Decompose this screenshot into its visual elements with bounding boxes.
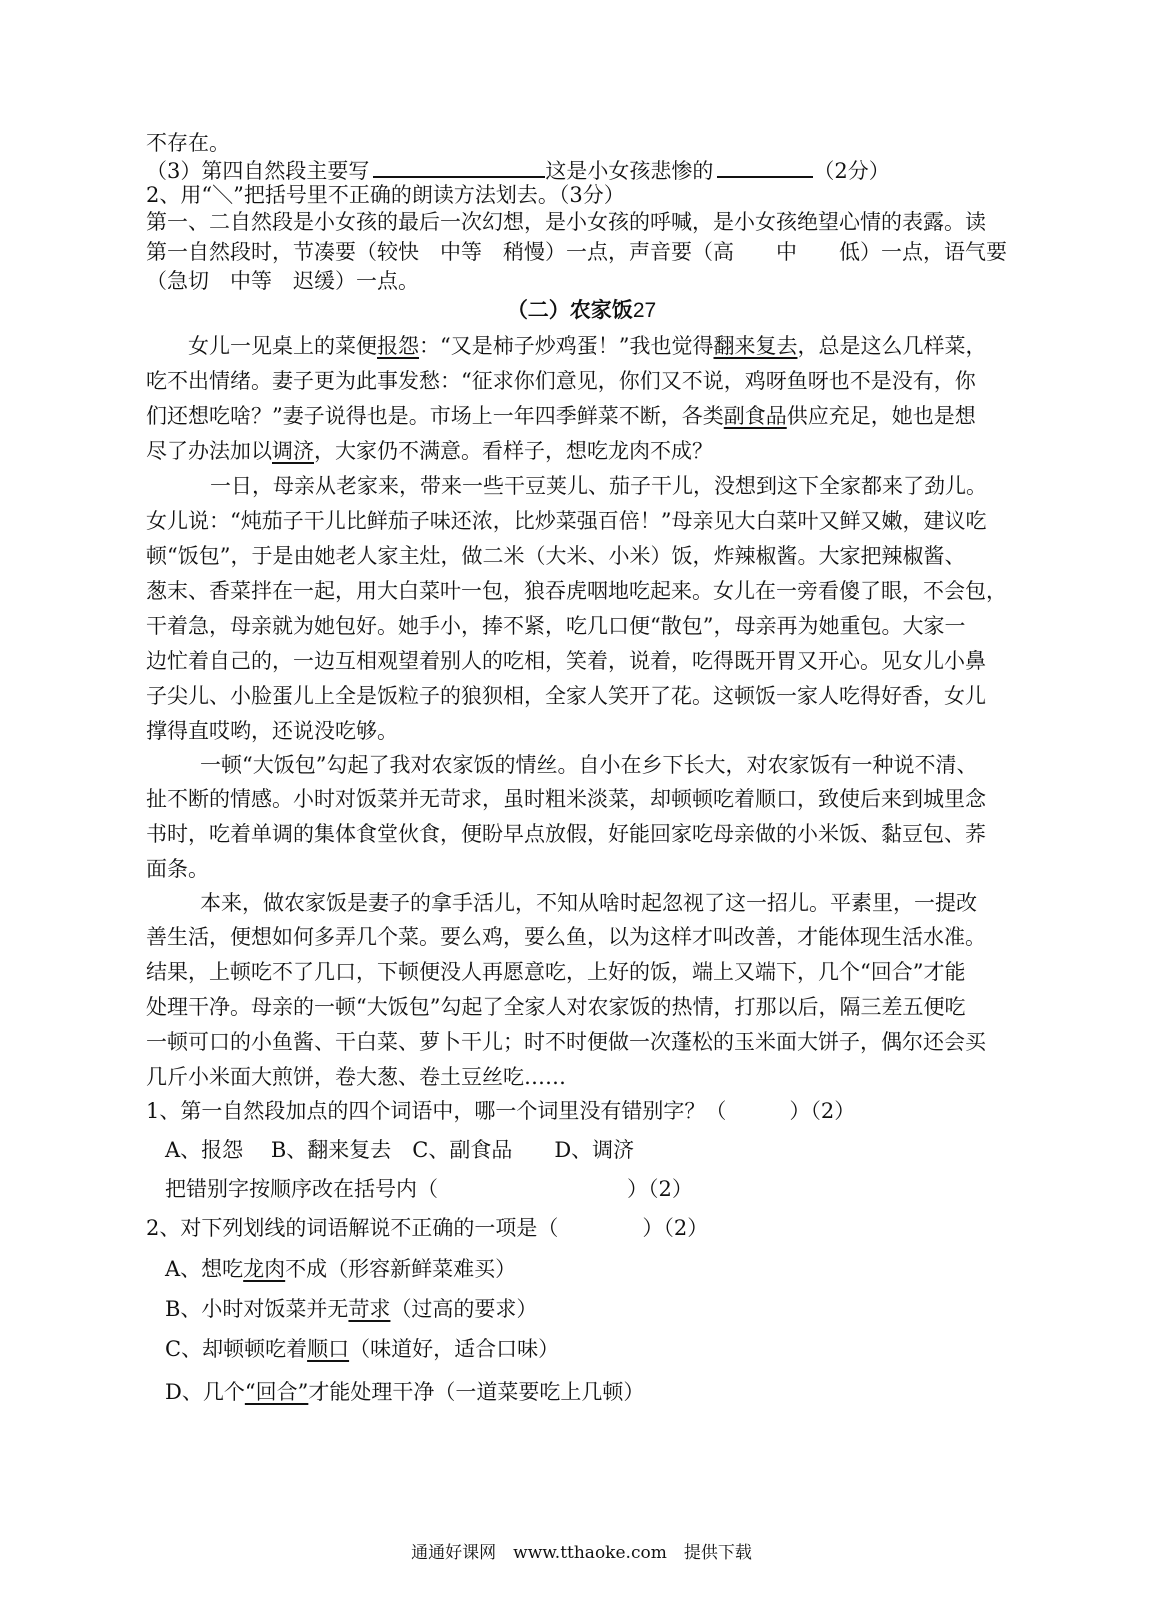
dotted-word-tiaoji: 调济 — [272, 439, 314, 463]
underlined-word: 龙肉 — [243, 1257, 286, 1281]
text-run: A、想吃 — [165, 1257, 244, 1281]
text-run: 供应充足，她也是想 — [786, 404, 976, 428]
p1-line-3 — [146, 404, 1026, 428]
q2-text-line-1: 第一、二自然段是小女孩的最后一次幻想，是小女孩的呼喊，是小女孩绝望心情的表露。读 — [146, 210, 986, 234]
question-2-option-c — [165, 1337, 1045, 1361]
p1-line-4 — [146, 439, 1026, 463]
question-1-correction: 把错别字按顺序改在括号内（ ）（2） — [165, 1177, 693, 1201]
q3-blank-1[interactable] — [373, 158, 545, 178]
question-2-option-b — [165, 1297, 1045, 1321]
text-run: 才能处理干净（一道菜要吃上几顿） — [308, 1380, 645, 1404]
p1-line-2: 吃不出情绪。妻子更为此事发愁：“征求你们意见，你们又不说，鸡呀鱼呀也不是没有，你 — [146, 369, 976, 393]
question-2-option-a — [165, 1257, 1045, 1281]
p3-line-1: 一顿“大饭包”勾起了我对农家饭的情丝。自小在乡下长大，对农家饭有一种说不清、 — [200, 753, 978, 777]
p2-line-8: 撑得直哎哟，还说没吃够。 — [146, 719, 398, 743]
prev-text-tail: 不存在。 — [146, 131, 230, 155]
text-run: 不成（形容新鲜菜难买） — [285, 1257, 517, 1281]
q2-heading: 2、用“＼”把括号里不正确的朗读方法划去。（3分） — [146, 183, 625, 207]
text-run: ：“又是柿子炒鸡蛋！”我也觉得 — [419, 334, 714, 358]
p3-line-4: 面条。 — [146, 857, 209, 881]
p2-line-4: 葱末、香菜拌在一起，用大白菜叶一包，狼吞虎咽地吃起来。女儿在一旁看傻了眼，不会包， — [146, 579, 1007, 603]
p2-line-2: 女儿说：“炖茄子干儿比鲜茄子味还浓，比炒菜强百倍！”母亲见大白菜叶又鲜又嫩，建议吃 — [146, 509, 987, 533]
text-run: （过高的要求） — [390, 1297, 538, 1321]
p2-line-5: 干着急，母亲就为她包好。她手小，捧不紧，吃几口便“散包”，母亲再为她重包。大家一 — [146, 614, 966, 638]
p2-line-7: 子尖儿、小脸蛋儿上全是饭粒子的狼狈相，全家人笑开了花。这顿饭一家人吃得好香，女儿 — [146, 684, 986, 708]
p4-line-1: 本来，做农家饭是妻子的拿手活儿，不知从啥时起忽视了这一招儿。平素里，一提改 — [200, 891, 977, 915]
question-1-options: A、报怨 B、翻来复去 C、副食品 D、调济 — [165, 1138, 635, 1162]
p2-line-6: 边忙着自己的，一边互相观望着别人的吃相，笑着，说着，吃得既开胃又开心。见女儿小鼻 — [146, 649, 986, 673]
p2-line-1: 一日，母亲从老家来，带来一些干豆荚儿、茄子干儿，没想到这下全家都来了劲儿。 — [210, 474, 987, 498]
q3-mid: 这是小女孩悲惨的 — [545, 159, 714, 183]
question-1: 1、第一自然段加点的四个词语中，哪一个词里没有错别字？（ ）（2） — [146, 1099, 856, 1123]
article-title — [0, 297, 1163, 324]
underlined-word: 苛求 — [348, 1297, 391, 1321]
text-run: B、小时对饭菜并无 — [165, 1297, 349, 1321]
p4-line-2: 善生活，便想如何多弄几个菜。要么鸡，要么鱼，以为这样才叫改善，才能体现生活水准。 — [146, 925, 986, 949]
p4-line-4: 处理干净。母亲的一顿“大饭包”勾起了全家人对农家饭的热情，打那以后，隔三差五便吃 — [146, 995, 966, 1019]
p4-line-3: 结果，上顿吃不了几口，下顿便没人再愿意吃，上好的饭，端上又端下，几个“回合”才能 — [146, 960, 966, 984]
q2-text-line-3: （急切 中等 迟缓）一点。 — [146, 269, 419, 293]
question-2-option-d — [165, 1380, 1045, 1404]
dotted-word-baoyuan: 报怨 — [377, 334, 419, 358]
p4-line-5: 一顿可口的小鱼酱、干白菜、萝卜干儿；时不时便做一次蓬松的玉米面大饼子，偶尔还会买 — [146, 1030, 986, 1054]
dotted-word-fanlaifuqu: 翻来复去 — [713, 334, 798, 358]
p3-line-3: 书时，吃着单调的集体食堂伙食，便盼早点放假，好能回家吃母亲做的小米饭、黏豆包、荞 — [146, 822, 986, 846]
question-2: 2、对下列划线的词语解说不正确的一项是（ ）（2） — [146, 1216, 709, 1240]
p1-line-1 — [188, 334, 1068, 358]
text-run: 们还想吃啥？”妻子说得也是。市场上一年四季鲜菜不断，各类 — [146, 404, 724, 428]
q3-blank-2[interactable] — [717, 158, 813, 178]
article-number: 27 — [632, 299, 657, 322]
text-run: 女儿一见桌上的菜便 — [188, 334, 377, 358]
text-run: ，总是这么几样菜， — [797, 334, 987, 358]
p4-line-6: 几斤小米面大煎饼，卷大葱、卷土豆丝吃…… — [146, 1065, 566, 1089]
q3-score: （2分） — [813, 159, 890, 183]
text-run: C、却顿顿吃着 — [165, 1337, 308, 1361]
article-title-text: （二）农家饭 — [506, 297, 633, 322]
p2-line-3: 顿“饭包”，于是由她老人家主灶，做二米（大米、小米）饭，炸辣椒酱。大家把辣椒酱、 — [146, 544, 966, 568]
underlined-word: 顺口 — [307, 1337, 350, 1361]
text-run: 尽了办法加以 — [146, 439, 272, 463]
q2-text-line-2: 第一自然段时，节凑要（较快 中等 稍慢）一点，声音要（高 中 低）一点，语气要 — [146, 240, 1007, 264]
q3-fill-line — [146, 158, 1026, 183]
text-run: D、几个 — [165, 1380, 245, 1404]
p3-line-2: 扯不断的情感。小时对饭菜并无苛求，虽时粗米淡菜，却顿顿吃着顺口，致使后来到城里念 — [146, 787, 986, 811]
page-footer: 通通好课网 www.tthaoke.com 提供下载 — [411, 1543, 752, 1563]
q3-prompt: （3）第四自然段主要写 — [146, 159, 370, 183]
text-run: ，大家仍不满意。看样子，想吃龙肉不成？ — [314, 439, 713, 463]
underlined-word: “回合” — [244, 1380, 309, 1404]
dotted-word-fushipin: 副食品 — [723, 404, 787, 428]
text-run: （味道好，适合口味） — [349, 1337, 560, 1361]
